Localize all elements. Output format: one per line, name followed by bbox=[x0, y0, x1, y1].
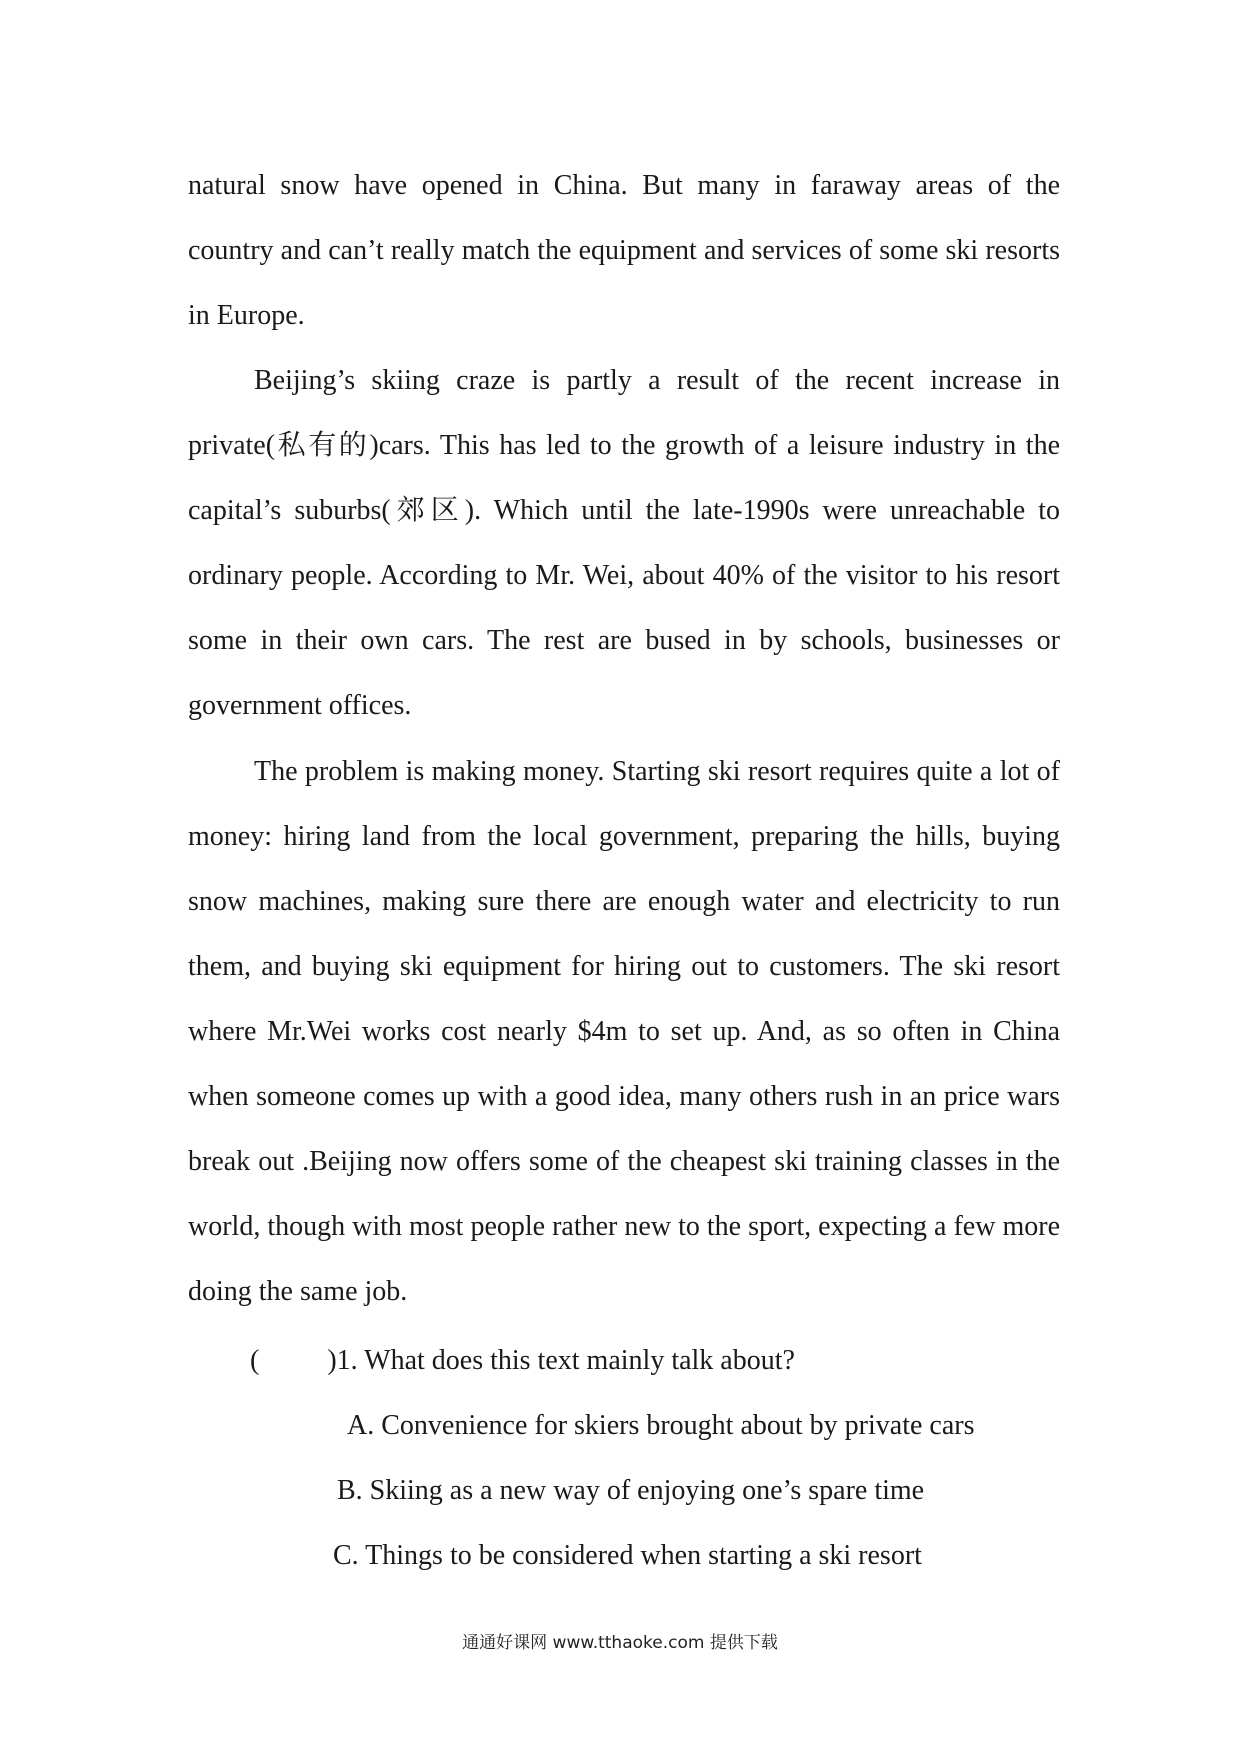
footer-watermark: 通通好课网 www.tthaoke.com 提供下载 bbox=[462, 1633, 778, 1653]
option-c: C. Things to be considered when starting a ski resort bbox=[333, 1540, 922, 1571]
question-1 bbox=[250, 1328, 795, 1393]
paragraph-2: Beijing’s skiing craze is partly a result of the recent increase in private(私有的)cars. This has led to the growth of a leisure industry in the capital’s suburbs(郊区). Which until the late-1990s were unreachable to ordinary people. According to Mr. Wei, about 40% of the visitor to his resort some in their own cars. The rest are bused in by schools, businesses or government offices. bbox=[188, 365, 1060, 721]
paragraph-1: natural snow have opened in China. But many in faraway areas of the country and can’t really match the equipment and services of some ski resorts in Europe. bbox=[188, 170, 1060, 331]
option-b: B. Skiing as a new way of enjoying one’s spare time bbox=[337, 1475, 925, 1506]
paragraph-3: The problem is making money. Starting ski resort requires quite a lot of money: hiring land from the local government, preparing the hills, buying snow machines, making sure there are enough water and electricity to run them, and buying ski equipment for hiring out to customers. The ski resort where Mr.Wei works cost nearly $4m to set up. And, as so often in China when someone comes up with a good idea, many others rush in an price wars break out .Beijing now offers some of the cheapest ski training classes in the world, though with most people rather new to the sport, expecting a few more doing the same job. bbox=[188, 756, 1060, 1307]
option-a: A. Convenience for skiers brought about by private cars bbox=[347, 1410, 975, 1441]
answer-paren-open: ( bbox=[250, 1345, 260, 1376]
question-text: )1. What does this text mainly talk about? bbox=[327, 1345, 795, 1376]
